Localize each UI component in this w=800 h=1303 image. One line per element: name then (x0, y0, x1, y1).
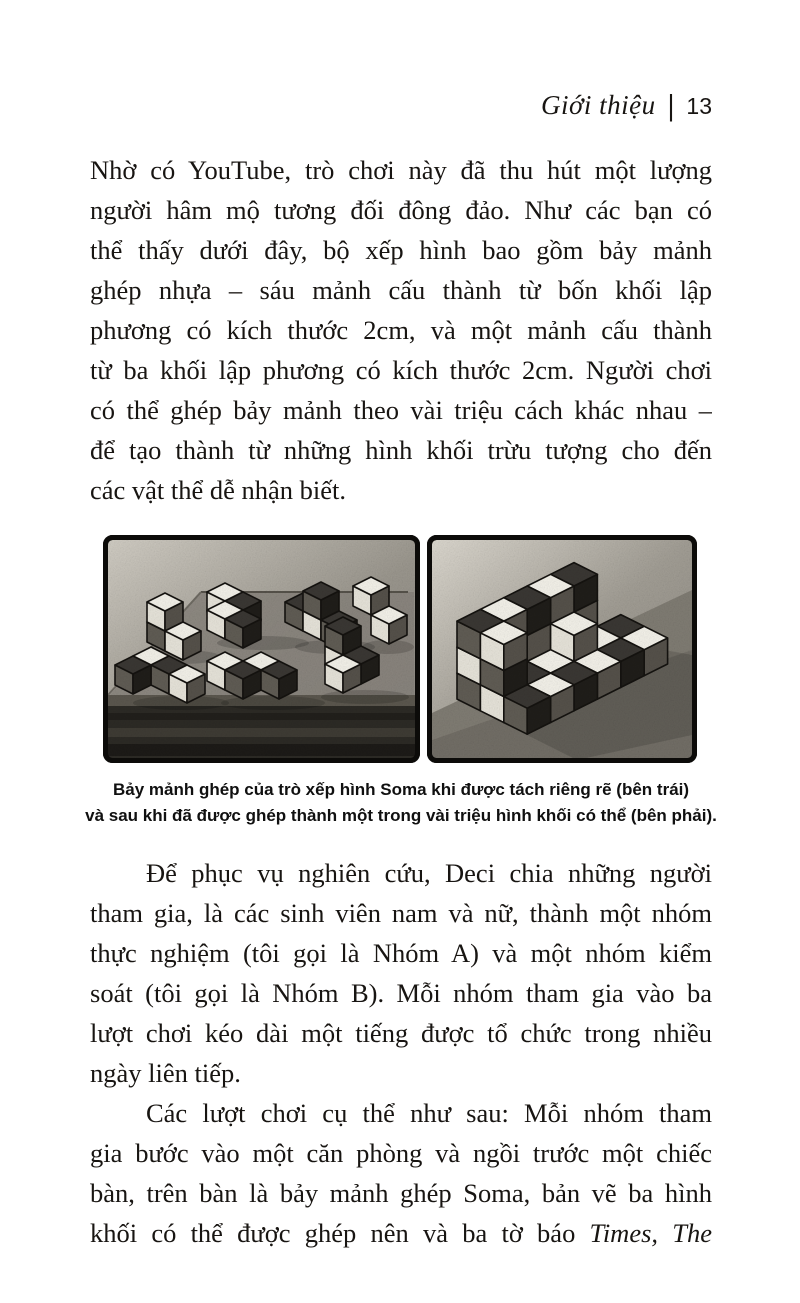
text-segment: lượt chơi kéo dài một tiếng được tổ chức trong nhiều (90, 1018, 712, 1048)
text-line (90, 150, 712, 190)
text-line (90, 270, 712, 310)
text-segment: bàn, trên bàn là bảy mảnh ghép Soma, bản vẽ ba hình (90, 1178, 712, 1208)
paragraph (90, 150, 712, 510)
text-line (90, 190, 712, 230)
text-segment: để tạo thành từ những hình khối trừu tượng cho đến (90, 435, 712, 465)
text-segment: ghép nhựa – sáu mảnh cấu thành từ bốn khối lập (90, 275, 712, 305)
running-header (540, 87, 712, 123)
text-line (90, 973, 712, 1013)
text-line (90, 390, 712, 430)
page-content (85, 150, 717, 1253)
figure-panel-right-soma-assembled (427, 535, 697, 763)
text-segment: các vật thể dễ nhận biết. (90, 475, 347, 505)
text-line (90, 1133, 712, 1173)
text-segment: tham gia, là các sinh viên nam và nữ, thành một nhóm (90, 898, 712, 928)
text-line (90, 933, 712, 973)
figure-caption (71, 777, 731, 829)
text-line (90, 470, 712, 510)
text-line (90, 1013, 712, 1053)
text-line (90, 430, 712, 470)
caption-line: Bảy mảnh ghép của trò xếp hình Soma khi được tách riêng rẽ (bên trái) (112, 780, 690, 799)
text-segment: soát (tôi gọi là Nhóm B). Mỗi nhóm tham gia vào ba (90, 978, 712, 1008)
text-segment: có thể ghép bảy mảnh theo vài triệu cách khác nhau – (90, 395, 712, 425)
text-line (90, 893, 712, 933)
text-segment: từ ba khối lập phương có kích thước 2cm. Người chơi (90, 355, 712, 385)
text-segment: phương có kích thước 2cm, và một mảnh cấu thành (90, 315, 712, 345)
body-text-after-figure (90, 853, 712, 1253)
header-separator: | (667, 87, 675, 123)
figure-panel-left-soma-pieces (103, 535, 420, 763)
text-line (90, 1213, 712, 1253)
text-line (90, 1053, 712, 1093)
text-line (90, 230, 712, 270)
italic-text: Times, The (589, 1218, 712, 1248)
text-segment: Để phục vụ nghiên cứu, Deci chia những người (146, 858, 712, 888)
text-segment: Các lượt chơi cụ thể như sau: Mỗi nhóm tham (146, 1098, 712, 1128)
body-text (90, 150, 712, 510)
paragraph (90, 1093, 712, 1253)
text-segment: thể thấy dưới đây, bộ xếp hình bao gồm bảy mảnh (90, 235, 712, 265)
text-line (90, 350, 712, 390)
section-title: Giới thiệu (540, 90, 656, 120)
soma-figure (103, 535, 697, 763)
text-segment: khối có thể được ghép nên và ba tờ báo (90, 1218, 590, 1248)
text-line (90, 310, 712, 350)
text-line (90, 853, 712, 893)
caption-line: và sau khi đã được ghép thành một trong vài triệu hình khối có thể (bên phải). (85, 806, 717, 825)
text-line (90, 1093, 712, 1133)
text-segment: gia bước vào một căn phòng và ngồi trước một chiếc (90, 1138, 712, 1168)
text-segment: ngày liên tiếp. (90, 1058, 241, 1088)
text-segment: thực nghiệm (tôi gọi là Nhóm A) và một nhóm kiểm (90, 938, 712, 968)
paragraph (90, 853, 712, 1093)
text-segment: người hâm mộ tương đối đông đảo. Như các bạn có (90, 195, 712, 225)
text-segment: Nhờ có YouTube, trò chơi này đã thu hút một lượng (90, 155, 712, 185)
page-number: 13 (686, 93, 712, 119)
text-line (90, 1173, 712, 1213)
